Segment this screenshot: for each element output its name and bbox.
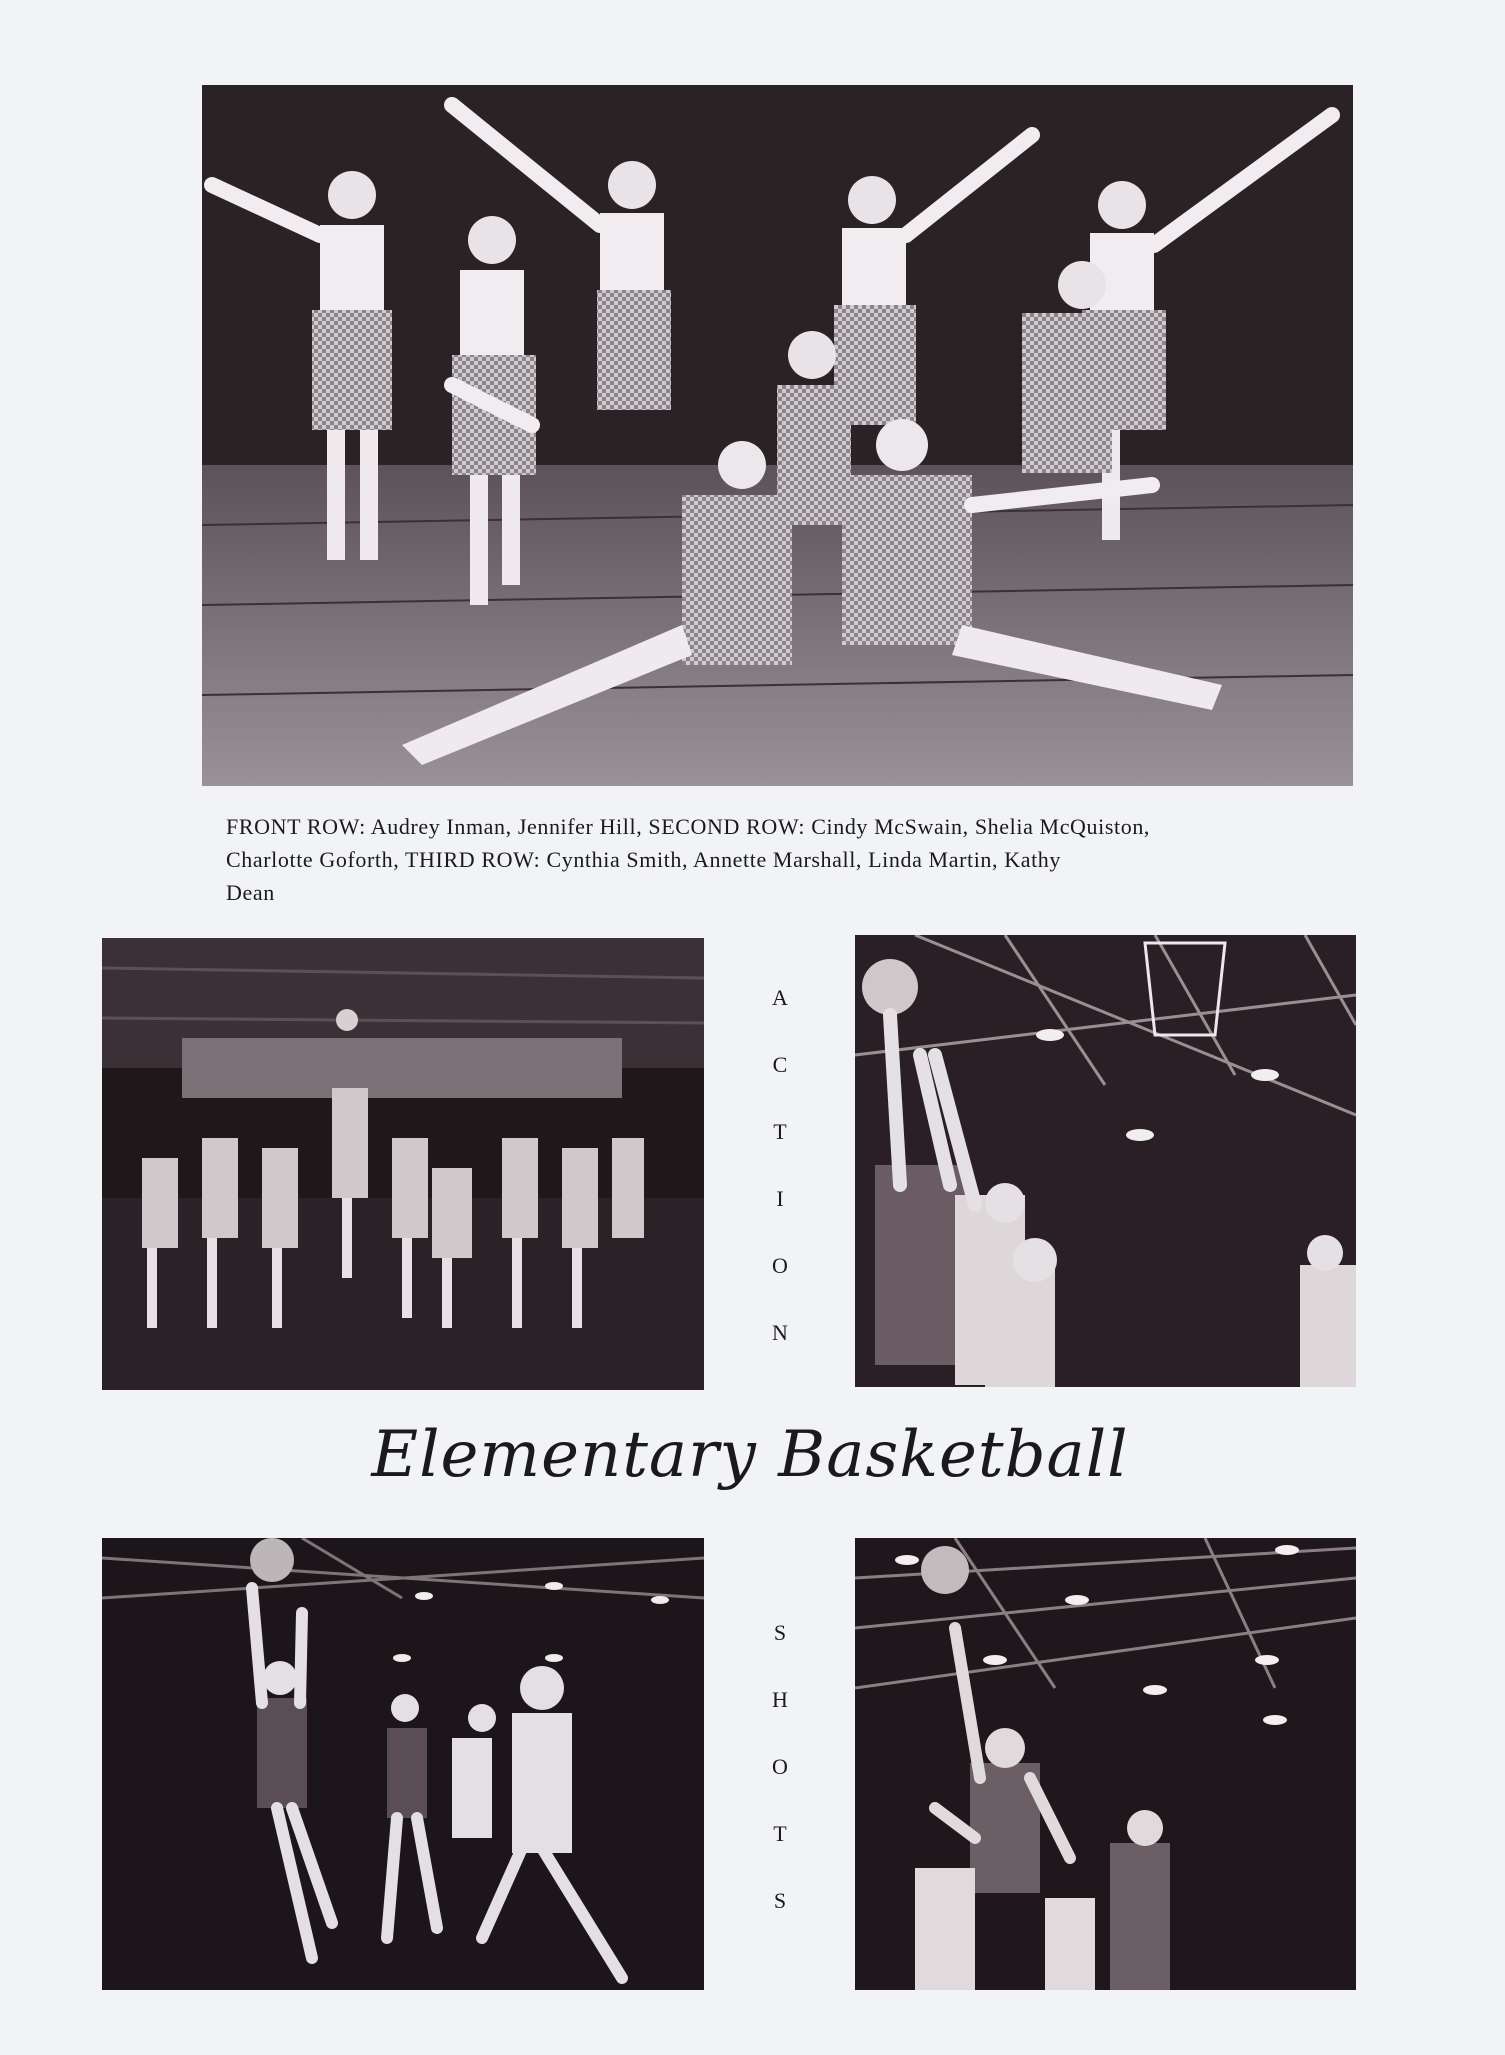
shots-letter: O: [772, 1754, 788, 1779]
caption-line-2: Charlotte Goforth, THIRD ROW: Cynthia Smith, Annette Marshall, Linda Martin, Kathy: [226, 847, 1061, 872]
page-title: Elementary Basketball: [371, 1418, 1129, 1492]
action-letter: C: [772, 1052, 788, 1077]
basketball-action-photo-3: [102, 1538, 704, 1990]
action-letter: O: [772, 1253, 788, 1278]
action-letter: I: [776, 1186, 784, 1211]
basketball-action-photo-1: [102, 938, 704, 1390]
shots-letter: S: [773, 1620, 787, 1645]
shots-vertical-label: [760, 1620, 800, 1955]
basketball-action-photo-4: [855, 1538, 1356, 1990]
basketball-action-photo-2: [855, 935, 1356, 1387]
action-vertical-label: [760, 985, 800, 1387]
action-letter: N: [772, 1320, 788, 1345]
shots-letter: S: [773, 1888, 787, 1913]
shots-letter: H: [772, 1687, 788, 1712]
caption-line-3: Dean: [226, 880, 275, 905]
action-letter: T: [773, 1119, 787, 1144]
shots-letter: T: [773, 1821, 787, 1846]
action-letter: A: [772, 985, 788, 1010]
cheerleader-caption: [226, 810, 1356, 909]
caption-line-1: FRONT ROW: Audrey Inman, Jennifer Hill, SECOND ROW: Cindy McSwain, Shelia McQuiston,: [226, 814, 1151, 839]
cheerleader-group-photo: [202, 85, 1353, 786]
